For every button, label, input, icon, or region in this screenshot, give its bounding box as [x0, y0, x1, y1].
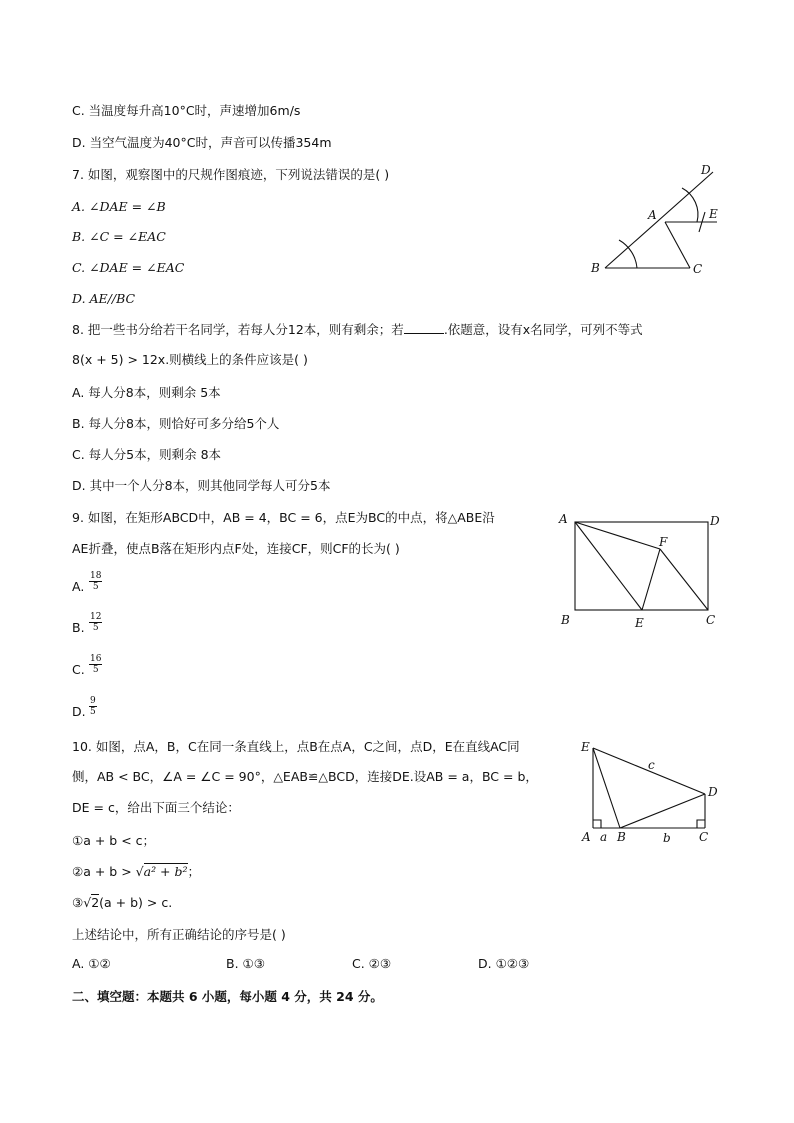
- q10-option-d: D. ①②③: [478, 956, 530, 971]
- q9-option-b-label: B.: [72, 620, 85, 635]
- q7-option-c: C. ∠DAE = ∠EAC: [72, 260, 185, 275]
- q9-option-a-label: A.: [72, 579, 85, 594]
- q8-stem-line1: [72, 321, 643, 339]
- q10-figure: [575, 738, 730, 848]
- fig9-label-c: C: [706, 613, 716, 627]
- fig10-label-a: A: [582, 830, 591, 844]
- fig10-label-a-lower: a: [600, 830, 608, 844]
- q7-option-a: A. ∠DAE = ∠B: [72, 199, 166, 214]
- fig10-label-e: E: [581, 740, 590, 754]
- fig10-label-c: c: [648, 758, 655, 772]
- q10-option-a: A. ①②: [72, 956, 111, 971]
- q7-option-b: B. ∠C = ∠EAC: [72, 229, 166, 244]
- q9-figure: [555, 508, 730, 633]
- section-2-heading: 二、填空题：本题共 6 小题，每小题 4 分，共 24 分。: [72, 989, 383, 1004]
- fig9-label-b: B: [561, 613, 570, 627]
- q9-stem-line1: 9. 如图，在矩形ABCD中，AB = 4，BC = 6，点E为BC的中点，将△ABE沿: [72, 510, 495, 525]
- q8-answer-blank: [404, 321, 444, 334]
- fig7-label-e: E: [709, 207, 718, 221]
- q10-stem-line3: DE = c，给出下面三个结论：: [72, 800, 240, 815]
- q10-statement-3: ③√2(a + b) > c.: [72, 895, 173, 910]
- fig10-label-b-lower: b: [663, 831, 671, 845]
- q8-option-c: C. 每人分5本，则剩余 8本: [72, 447, 222, 462]
- q9-option-b-fraction: $\frac{12}{5}$: [90, 612, 102, 633]
- q10-question: 上述结论中，所有正确结论的序号是( ): [72, 927, 286, 942]
- q10-stem-line1: 10. 如图，点A，B，C在同一条直线上，点B在点A，C之间，点D，E在直线AC同: [72, 739, 520, 754]
- fig10-label-b: B: [617, 830, 626, 844]
- q7-stem: 7. 如图，观察图中的尺规作图痕迹，下列说法错误的是( ): [72, 167, 390, 182]
- q10-statement-1: ①a + b < c；: [72, 833, 156, 848]
- fig9-label-a: A: [559, 512, 568, 526]
- q10-option-b: B. ①③: [226, 956, 265, 971]
- q9-option-c-label: C.: [72, 662, 85, 677]
- fig7-label-a: A: [648, 208, 657, 222]
- fig10-label-d: D: [708, 785, 718, 799]
- q8-stem-line2: 8(x + 5) > 12x.则横线上的条件应该是( ): [72, 352, 308, 367]
- q9-option-d-fraction: $\frac{9}{5}$: [90, 696, 96, 717]
- q8-option-d: D. 其中一个人分8本，则其他同学每人可分5本: [72, 478, 331, 493]
- fig7-label-d: D: [701, 163, 711, 177]
- q7-option-d: D. AE//BC: [72, 291, 136, 306]
- q9-option-a-fraction: $\frac{18}{5}$: [90, 571, 102, 592]
- q6-option-d: D. 当空气温度为40°C时，声音可以传播354m: [72, 135, 332, 150]
- q6-option-c: C. 当温度每升高10°C时，声速增加6m/s: [72, 103, 301, 118]
- fig7-label-b: B: [591, 261, 600, 275]
- q9-option-d-label: D.: [72, 704, 86, 719]
- fig9-label-d: D: [710, 514, 720, 528]
- q8-stem-part1: 8. 把一些书分给若干名同学，若每人分12本，则有剩余；若: [72, 322, 404, 337]
- q8-option-a: A. 每人分8本，则剩余 5本: [72, 385, 221, 400]
- fig7-label-c: C: [693, 262, 703, 276]
- q10-statement-2: ②a + b > √a² + b²；: [72, 864, 201, 879]
- q8-option-b: B. 每人分8本，则恰好可多分给5个人: [72, 416, 280, 431]
- fig9-label-e: E: [635, 616, 644, 630]
- fig9-label-f: F: [659, 535, 668, 549]
- q10-stem-line2: 侧，AB < BC，∠A = ∠C = 90°，△EAB≌△BCD，连接DE.设AB = a，BC = b，: [72, 769, 538, 784]
- q8-stem-part2: .依题意，设有x名同学，可列不等式: [443, 322, 643, 337]
- q9-stem-line2: AE折叠，使点B落在矩形内点F处，连接CF，则CF的长为( ): [72, 541, 400, 556]
- q10-option-c: C. ②③: [352, 956, 392, 971]
- q9-option-c-fraction: $\frac{16}{5}$: [90, 654, 102, 675]
- fig10-label-c-upper: C: [699, 830, 709, 844]
- q7-figure: [585, 160, 725, 280]
